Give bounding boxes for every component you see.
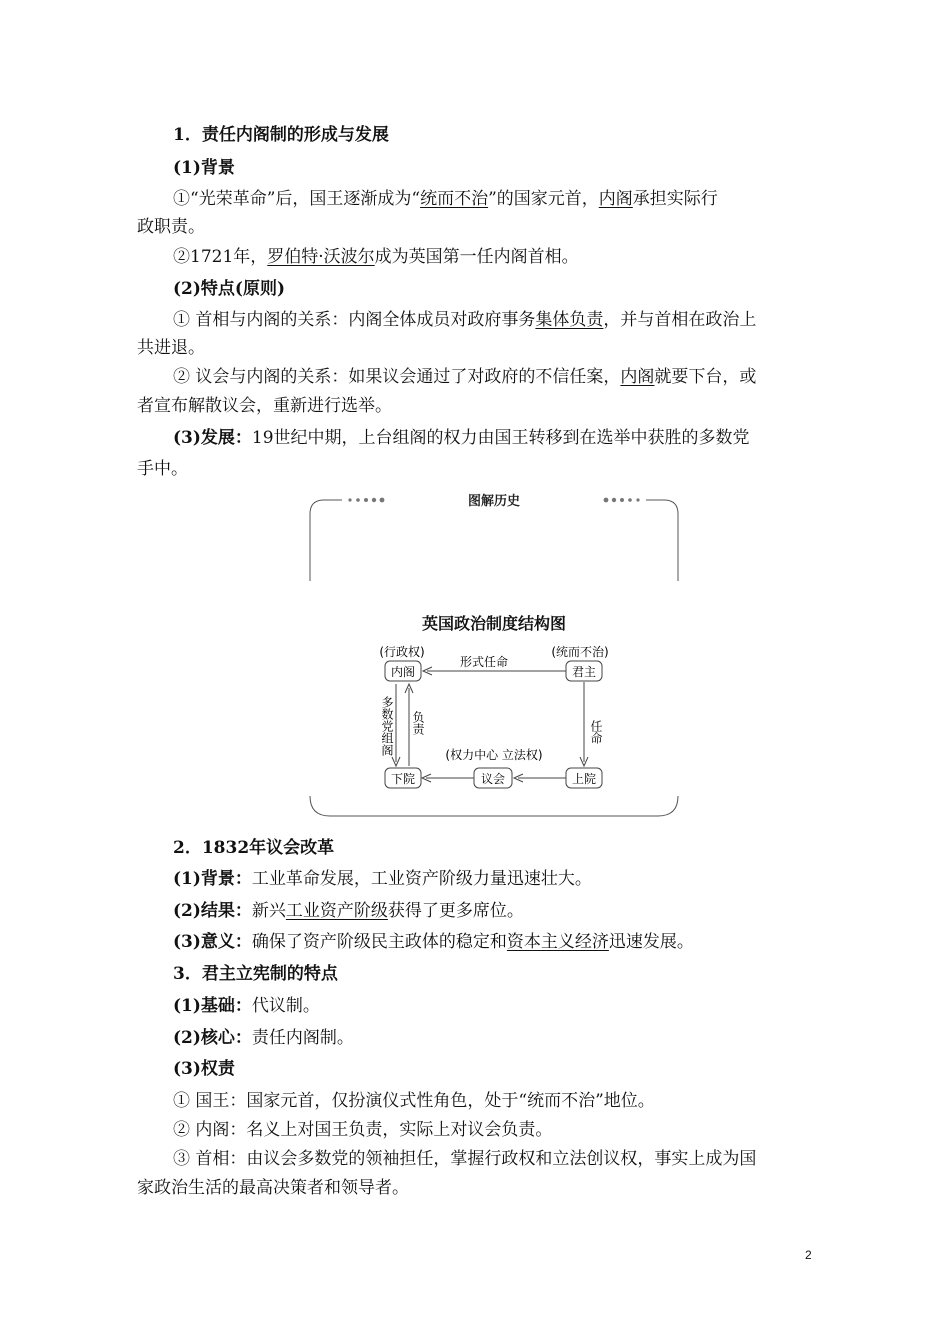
- page-number: 2: [805, 1248, 812, 1262]
- cabinet-label: 内阁: [390, 665, 416, 679]
- diagram-header: 图解历史: [467, 494, 521, 509]
- structure-diagram: [300, 486, 688, 826]
- paragraph-reform-significance: (3)意义：确保了资产阶级民主政体的稳定和资本主义经济迅速发展。: [173, 932, 694, 952]
- paragraph-basis: (1)基础：代议制。: [173, 996, 320, 1016]
- parliament-note: (权力中心 立法权): [445, 748, 543, 762]
- paragraph-core: (2)核心：责任内阁制。: [173, 1028, 354, 1048]
- paragraph-reform-result: (2)结果：新兴工业资产阶级获得了更多席位。: [173, 901, 524, 921]
- section-3-sub-powers: (3)权责: [173, 1059, 235, 1079]
- paragraph-development-cont: 手中。: [137, 459, 188, 479]
- commons-label: 下院: [390, 772, 416, 786]
- parliament-label: 议会: [480, 772, 506, 786]
- arrow-label-appoint: 任命: [589, 720, 603, 744]
- paragraph-cabinet: ② 内阁：名义上对国王负责，实际上对议会负责。: [173, 1120, 553, 1140]
- paragraph-development: (3)发展：19世纪中期，上台组阁的权力由国王转移到在选举中获胜的多数党: [173, 428, 750, 448]
- arrow-label-majority: 多数党组阁: [380, 696, 394, 756]
- paragraph-reform-background: (1)背景：工业革命发展，工业资产阶级力量迅速壮大。: [173, 869, 592, 889]
- paragraph-prime-minister: ③ 首相：由议会多数党的领袖担任，掌握行政权和立法创议权，事实上成为国: [173, 1149, 757, 1169]
- monarch-note: (统而不治): [551, 645, 609, 659]
- section-1-sub-features: (2)特点(原则): [173, 279, 286, 299]
- paragraph-feature-1-cont: 共进退。: [137, 338, 205, 358]
- section-2-heading: 2．1832年议会改革: [173, 838, 335, 858]
- paragraph-background-1: ①“光荣革命”后，国王逐渐成为“统而不治”的国家元首，内阁承担实际行: [173, 189, 718, 209]
- arrow-label-responsible: 负责: [411, 711, 425, 735]
- paragraph-background-2: ②1721年，罗伯特·沃波尔成为英国第一任内阁首相。: [173, 247, 579, 267]
- paragraph-feature-1: ① 首相与内阁的关系：内阁全体成员对政府事务集体负责，并与首相在政治上: [173, 310, 757, 330]
- monarch-label: 君主: [571, 665, 597, 679]
- cabinet-note: (行政权): [379, 645, 425, 659]
- paragraph-prime-minister-cont: 家政治生活的最高决策者和领导者。: [137, 1178, 409, 1198]
- paragraph-feature-2: ② 议会与内阁的关系：如果议会通过了对政府的不信任案，内阁就要下台，或: [173, 367, 757, 387]
- diagram-title: 英国政治制度结构图: [421, 614, 567, 633]
- paragraph-king: ① 国王：国家元首，仅扮演仪式性角色，处于“统而不治”地位。: [173, 1091, 655, 1111]
- section-1-heading: 1．责任内阁制的形成与发展: [173, 125, 389, 145]
- paragraph-background-1-cont: 政职责。: [137, 217, 205, 237]
- arrow-label-formal-appointment: 形式任命: [459, 655, 509, 669]
- section-1-sub-background: (1)背景: [173, 158, 235, 178]
- paragraph-feature-2-cont: 者宣布解散议会，重新进行选举。: [137, 396, 392, 416]
- section-3-heading: 3．君主立宪制的特点: [173, 964, 338, 984]
- lords-label: 上院: [571, 772, 597, 786]
